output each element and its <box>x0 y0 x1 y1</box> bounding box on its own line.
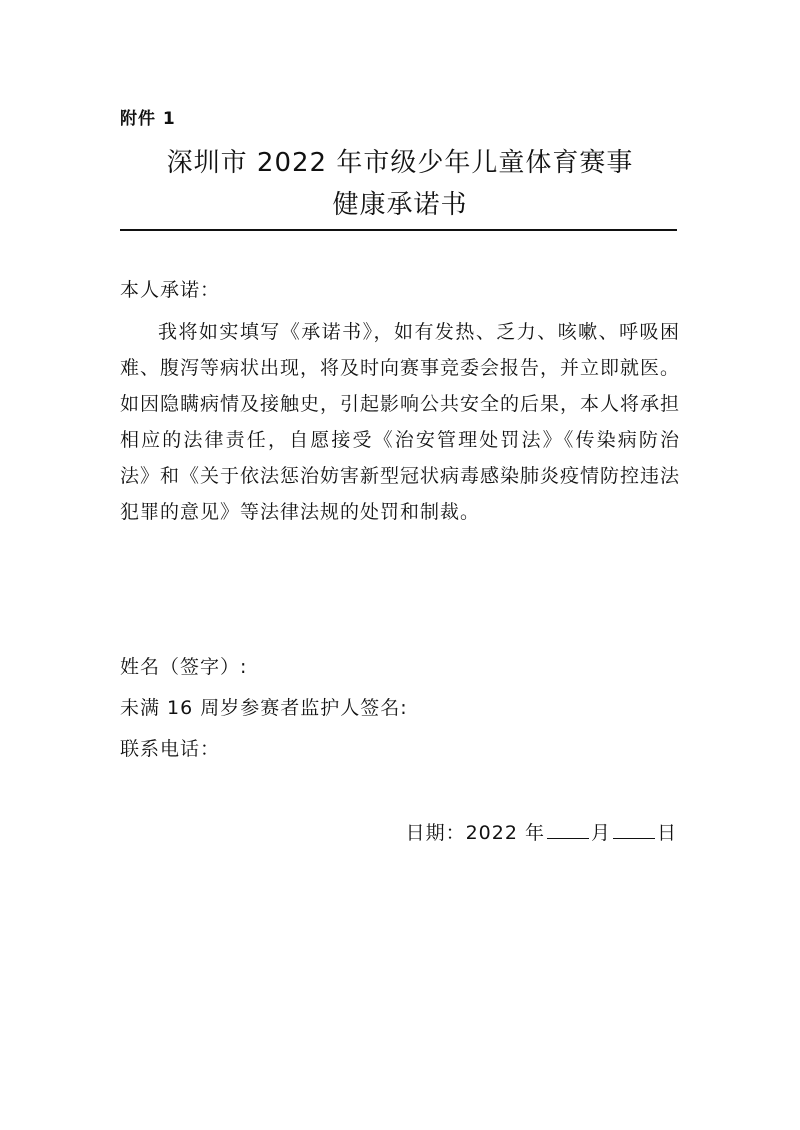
document-title: 深圳市 2022 年市级少年儿童体育赛事 <box>166 148 634 178</box>
title-divider <box>120 229 677 231</box>
date-line <box>406 818 677 845</box>
pledge-body: 我将如实填写《承诺书》，如有发热、乏力、咳嗽、呼吸困难、腹泻等病状出现，将及时向赛事竞委会报告，并立即就医。如因隐瞒病情及接触史，引起影响公共安全的后果，本人将承担相应的法律责任，自愿接受《治安管理处罚法》《传染病防治法》和《关于依法惩治妨害新型冠状病毒感染肺炎疫情防控违法犯罪的意见》等法律法规的处罚和制裁。 <box>120 321 681 523</box>
month-blank <box>547 820 589 839</box>
attachment-label: 附件 1 <box>120 109 176 129</box>
document-subtitle: 健康承诺书 <box>332 190 468 220</box>
pledge-intro: 本人承诺： <box>120 279 221 301</box>
phone-field: 联系电话： <box>120 738 221 760</box>
month-label: 月 <box>590 822 611 844</box>
day-blank <box>613 820 655 839</box>
date-label: 日期：2022 年 <box>405 822 545 844</box>
day-label: 日 <box>656 822 677 844</box>
guardian-signature-field: 未满 16 周岁参赛者监护人签名: <box>120 697 408 719</box>
signature-name-field: 姓名（签字）: <box>120 656 248 678</box>
